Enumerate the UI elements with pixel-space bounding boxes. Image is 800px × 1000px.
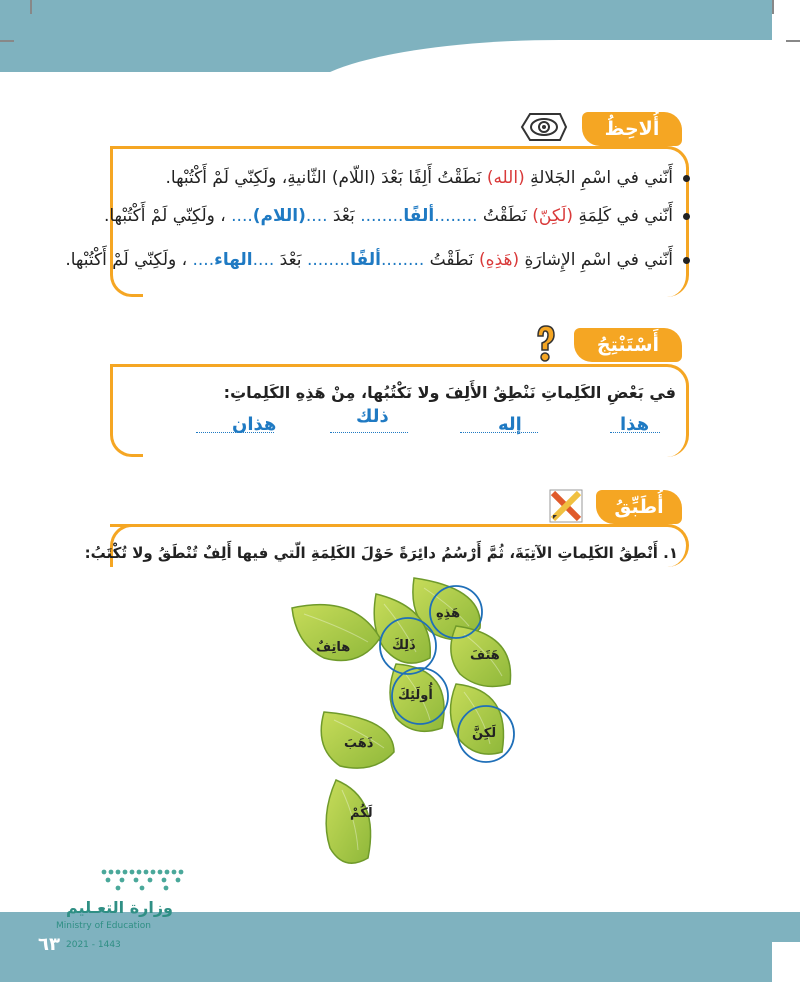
question-bulb-icon (530, 324, 560, 364)
observe-title: أُلاحِظُ (582, 112, 682, 146)
blank-dots: .... (231, 206, 253, 226)
bullet (683, 257, 690, 264)
crop-mark (0, 40, 14, 42)
answer-word-3: ذلك (356, 406, 389, 427)
bullet (683, 213, 690, 220)
line-text: أَنّني في اسْمِ الجَلالةِ (524, 168, 673, 188)
leaf-word-5: أُولَئِكَ (398, 688, 433, 703)
crop-mark (786, 40, 800, 42)
eye-icon (520, 112, 568, 142)
leaves-illustration (284, 568, 524, 880)
crop-mark (772, 0, 774, 14)
line-text: ، ولَكِنّي لَمْ أَكْتُبْها. (65, 250, 193, 270)
line-text: نَطَقْتُ (424, 250, 480, 270)
edition-year: 2021 - 1443 (66, 940, 121, 950)
answer-word-2: إله (498, 414, 522, 435)
conclude-box-left (110, 364, 143, 457)
answer-fill: (اللام) (252, 206, 306, 226)
leaf (326, 780, 370, 863)
leaf-word-6: لَكِنَّ (472, 726, 497, 741)
answer-fill: ألفًا (403, 206, 435, 226)
observe-line-2 (104, 206, 690, 226)
apply-title: أُطَبِّقُ (596, 490, 682, 524)
line-text: نَطَقْتُ أَلِفًا بَعْدَ (اللّام) الثّانيةِ، ولَكِنّي لَمْ أَكْتُبْها. (165, 168, 487, 188)
line-text: أَنّني في كَلِمَةِ (573, 206, 673, 226)
line-text: بَعْدَ (274, 250, 307, 270)
apply-instruction: ١. أَنْطِقُ الكَلِماتِ الآتِيَةَ، ثُمَّ أَرْسُمُ دائِرَةً حَوْلَ الكَلِمَةِ الّتي فيها أَلِفٌ تُنْطَقُ ولا تُكْتَبُ: (84, 544, 678, 562)
blank-dots: .... (192, 250, 215, 270)
highlight-word: (هَذِهِ) (479, 250, 520, 270)
leaf-word-2: ذَلِكَ (392, 638, 416, 653)
leaf-word-8: لَكُمْ (350, 806, 373, 821)
blank-dots: ........ (381, 250, 425, 270)
leaf-word-7: ذَهَبَ (344, 736, 374, 751)
ministry-logo (98, 864, 190, 894)
blank-dots: .... (305, 206, 328, 226)
answer-line-3 (330, 432, 408, 433)
observe-line-1 (165, 168, 690, 188)
blank-dots: .... (252, 250, 275, 270)
answer-fill: ألفًا (350, 250, 382, 270)
line-text: نَطَقْتُ (477, 206, 533, 226)
answer-fill: الهاء (214, 250, 253, 270)
blank-dots: ........ (306, 250, 351, 270)
blank-dots: ........ (360, 206, 404, 226)
leaf-word-3: هاتِفٌ (316, 640, 351, 655)
bullet (683, 175, 690, 182)
observe-line-3 (65, 250, 690, 270)
leaf-word-4: هَتَفَ (470, 648, 500, 663)
line-text: أَنّني في اسْمِ الإِشارَةِ (519, 250, 673, 270)
leaf-word-1: هَذِهِ (436, 606, 461, 621)
line-text: ، ولَكِنّي لَمْ أَكْتُبْها. (103, 206, 232, 226)
conclude-box (110, 364, 689, 457)
leaf (450, 684, 503, 754)
line-text: بَعْدَ (327, 206, 361, 226)
ministry-name-en: Ministry of Education (56, 921, 151, 931)
ministry-name-ar: وزارة التعـليم (66, 898, 173, 917)
blank-dots: ........ (434, 206, 478, 226)
conclude-prompt: في بَعْضِ الكَلِماتِ نَنْطِقُ الأَلِفَ ولا نَكْتُبُها، مِنْ هَذِهِ الكَلِماتِ: (223, 383, 676, 402)
pencil-ruler-icon (548, 488, 584, 524)
answer-word-1: هذا (620, 414, 650, 435)
highlight-word: (لَكِنّ) (532, 206, 574, 226)
page-number: ٦٣ (38, 934, 60, 955)
crop-mark (30, 0, 32, 14)
answer-word-4: هذان (232, 414, 277, 435)
highlight-word: (الله) (486, 168, 525, 188)
conclude-title: أَسْتَنْتِجُ (574, 328, 682, 362)
